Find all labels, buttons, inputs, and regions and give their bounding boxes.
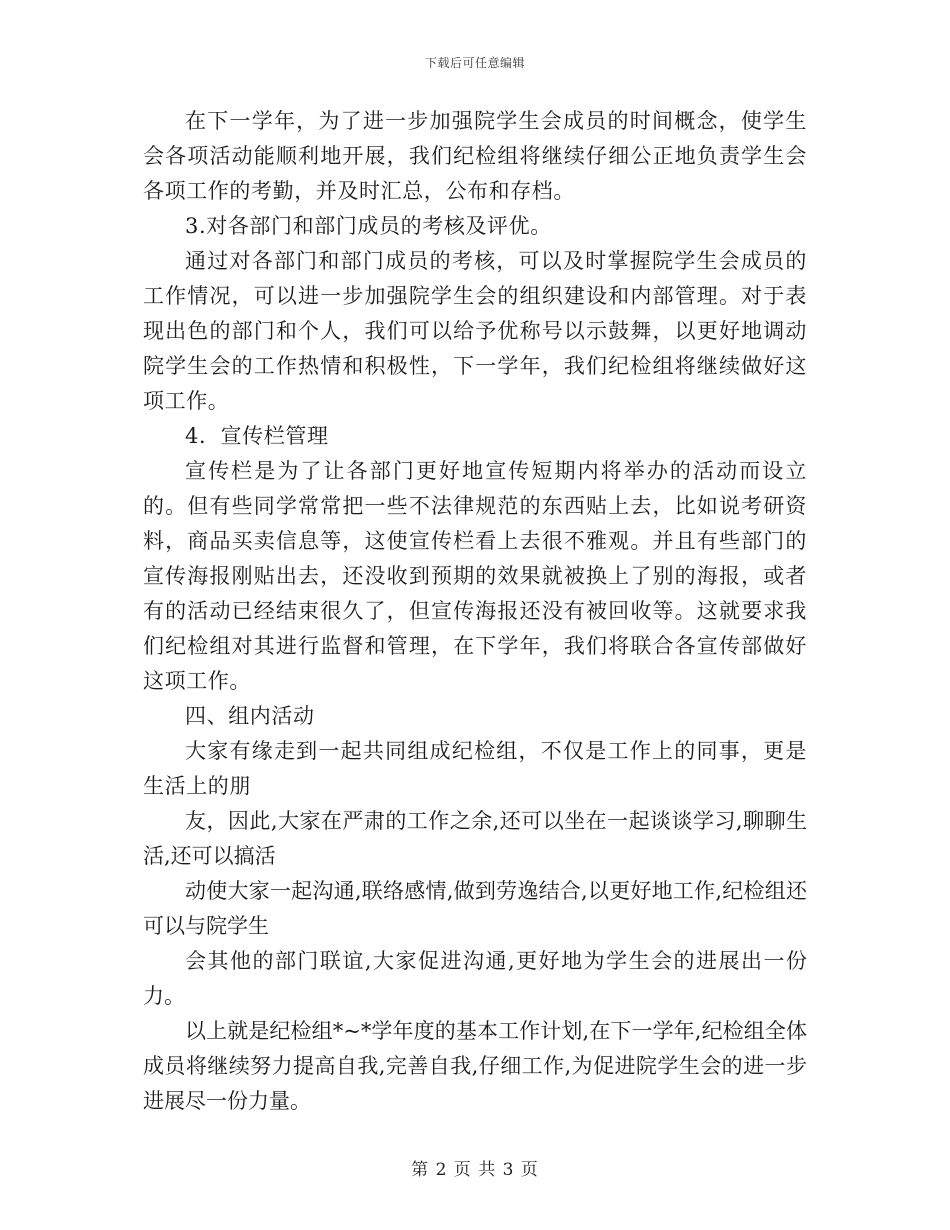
heading-group-activities: 四、组内活动 (185, 704, 315, 728)
paragraph-conclusion: 以上就是纪检组*~*学年度的基本工作计划,在下一学年,纪检组全体成员将继续努力提高自我,完善自我,仔细工作,为促进院学生会的进一步进展尽一份力量。 (143, 1019, 807, 1113)
heading-bulletin-board: 4．宣传栏管理 (185, 424, 329, 448)
paragraph-attendance: 在下一学年，为了进一步加强院学生会成员的时间概念，使学生会各项活动能顺利地开展，我们纪检组将继续仔细公正地负责学生会各项工作的考勤，并及时汇总，公布和存档。 (143, 109, 807, 203)
paragraph-bulletin-board: 宣传栏是为了让各部门更好地宣传短期内将举办的活动而设立的。但有些同学常常把一些不法律规范的东西贴上去，比如说考研资料，商品买卖信息等，这使宣传栏看上去很不雅观。并且有些部门的宣传海报刚贴出去，还没收到预期的效果就被换上了别的海报，或者有的活动已经结束很久了，但宣传海报还没有被回收等。这就要求我们纪检组对其进行监督和管理，在下学年，我们将联合各宣传部做好这项工作。 (143, 459, 807, 693)
paragraph-group-activities-3: 动使大家一起沟通,联络感情,做到劳逸结合,以更好地工作,纪检组还可以与院学生 (143, 879, 807, 938)
paragraph-group-activities-4: 会其他的部门联谊,大家促进沟通,更好地为学生会的进展出一份力。 (143, 949, 807, 1008)
document-body (143, 104, 807, 1119)
paragraph-group-activities-2: 友，因此,大家在严肃的工作之余,还可以坐在一起谈谈学习,聊聊生活,还可以搞活 (143, 809, 807, 868)
page-header: 下载后可任意编辑 (424, 56, 525, 70)
heading-assessment: 3.对各部门和部门成员的考核及评优。 (185, 214, 552, 238)
page-number: 第 2 页 共 3 页 (411, 1160, 539, 1180)
paragraph-group-activities-1: 大家有缘走到一起共同组成纪检组，不仅是工作上的同事，更是生活上的朋 (143, 739, 807, 798)
paragraph-assessment: 通过对各部门和部门成员的考核，可以及时掌握院学生会成员的工作情况，可以进一步加强院学生会的组织建设和内部管理。对于表现出色的部门和个人，我们可以给予优称号以示鼓舞，以更好地调动院学生会的工作热情和积极性，下一学年，我们纪检组将继续做好这项工作。 (143, 249, 807, 413)
